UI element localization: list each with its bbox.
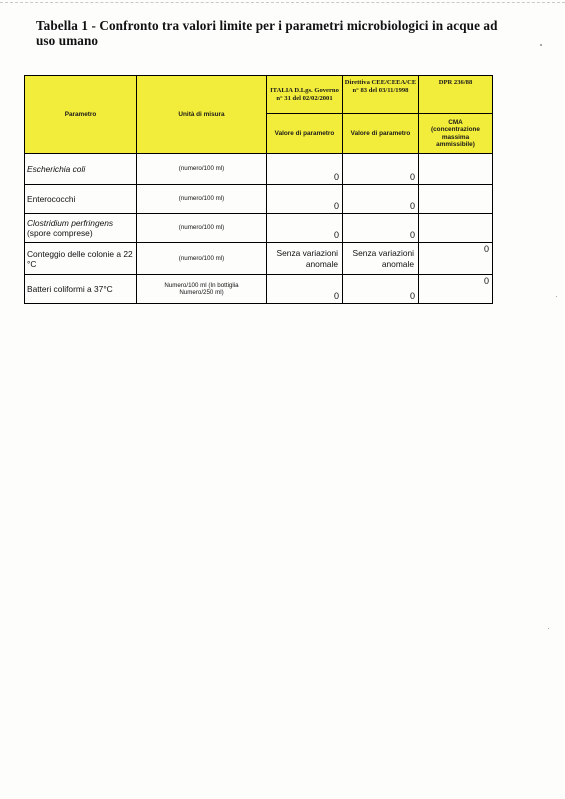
scan-speck — [548, 628, 549, 629]
scan-edge-line — [0, 2, 565, 4]
header-parametro: Parametro — [25, 76, 137, 154]
header-row-top — [25, 76, 493, 114]
cell-parametro: Enterococchi — [25, 185, 137, 214]
cell-parametro-block — [25, 214, 137, 243]
cell-parametro: Batteri coliformi a 37°C — [25, 275, 137, 304]
cell-italia-value: Senza variazioni anomale — [267, 243, 343, 275]
cell-dpr-value — [419, 185, 493, 214]
cell-unita: (numero/100 ml) — [137, 154, 267, 185]
cell-dpr-value: 0 — [419, 243, 493, 275]
cell-unita: (numero/100 ml) — [137, 243, 267, 275]
cell-dpr-value: 0 — [419, 275, 493, 304]
scan-speck — [556, 296, 557, 297]
cell-unita: Numero/100 ml (In bottiglia Numero/250 ml) — [137, 275, 267, 304]
cell-italia-value: 0 — [267, 275, 343, 304]
table-row — [25, 214, 493, 243]
cell-parametro: Escherichia coli — [25, 154, 137, 185]
table-row — [25, 154, 493, 185]
header-direttiva-valore: Valore di parametro — [343, 114, 419, 154]
cell-italia-value: 0 — [267, 185, 343, 214]
comparison-table — [24, 75, 493, 304]
table-row — [25, 185, 493, 214]
cell-parametro: Clostridium perfringens — [27, 218, 114, 228]
header-italia-valore: Valore di parametro — [267, 114, 343, 154]
cell-parametro-extra: (spore comprese) — [27, 228, 93, 238]
cell-unita: (numero/100 ml) — [137, 214, 267, 243]
cell-direttiva-value: 0 — [343, 275, 419, 304]
header-dpr-cma: CMA (concentrazione massima ammissibile) — [419, 114, 493, 154]
table-row — [25, 243, 493, 275]
document-title: Tabella 1 - Confronto tra valori limite per i parametri microbiologici in acque ad uso umano — [36, 18, 498, 48]
cell-direttiva-value: 0 — [343, 185, 419, 214]
cell-dpr-value — [419, 214, 493, 243]
cell-dpr-value — [419, 154, 493, 185]
scan-speck — [540, 44, 542, 46]
header-italia-group: ITALIA D.Lgs. Governo n° 31 del 02/02/2001 — [267, 76, 343, 114]
cell-direttiva-value: Senza variazioni anomale — [343, 243, 419, 275]
header-direttiva-group: Direttiva CEE/CEEA/CE n° 83 del 03/11/1998 — [343, 76, 419, 114]
cell-unita: (numero/100 ml) — [137, 185, 267, 214]
header-unita-di-misura: Unità di misura — [137, 76, 267, 154]
cell-italia-value: 0 — [267, 154, 343, 185]
table-row — [25, 275, 493, 304]
cell-direttiva-value: 0 — [343, 214, 419, 243]
cell-parametro: Conteggio delle colonie a 22 °C — [25, 243, 137, 275]
header-dpr-group: DPR 236/88 — [419, 76, 493, 114]
cell-direttiva-value: 0 — [343, 154, 419, 185]
cell-italia-value: 0 — [267, 214, 343, 243]
